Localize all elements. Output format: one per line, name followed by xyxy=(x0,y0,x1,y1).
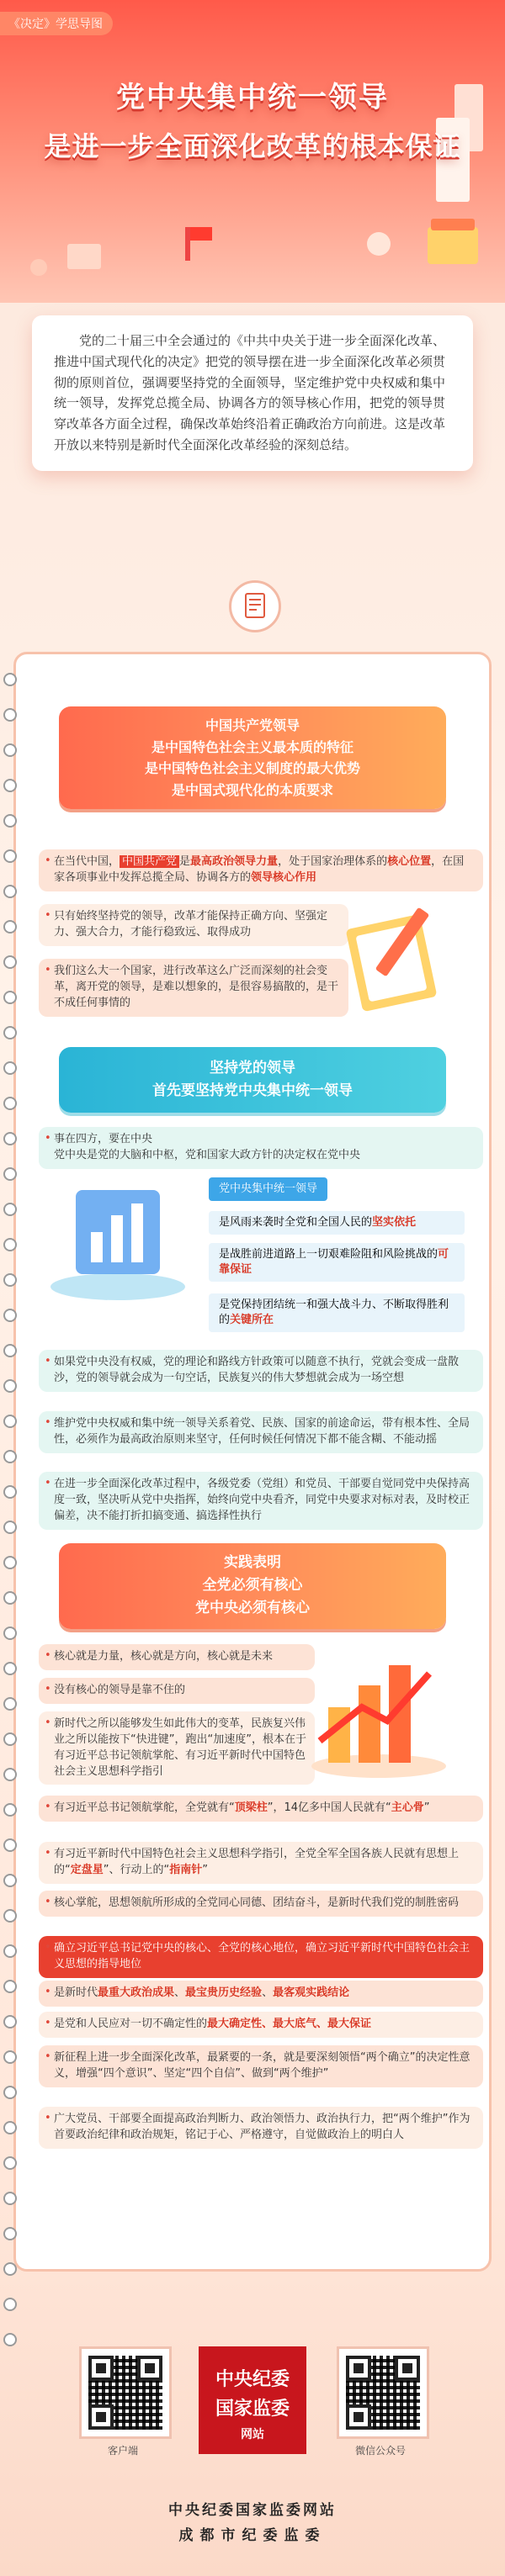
footer-source-line2: 成都市纪委监委 xyxy=(178,2527,327,2544)
section1-heading-line: 是中国特色社会主义最本质的特征 xyxy=(151,738,354,755)
page-title-line1: 党中央集中统一领导 xyxy=(116,81,389,114)
section3-item xyxy=(39,1981,483,2007)
section1-item: • 我们这么大一个国家，进行改革这么广泛而深刻的社会变革，离开党的领导，是难以想象的，是很容易搞散的，是干不成任何事情的 xyxy=(39,959,348,1017)
text-span: 是风雨来袭时全党和全国人民的 xyxy=(219,1216,373,1229)
chart-3d-illustration xyxy=(42,1173,194,1308)
emphasis-text: 领导核心作用 xyxy=(251,870,317,884)
text-span: ，在国家各项事业中发挥总揽全局、协调各方的 xyxy=(54,855,465,884)
bar-chart-illustration xyxy=(303,1648,454,1783)
section2-item: • 如果党中央没有权威，党的理论和路线方针政策可以随意不执行，党就会变成一盘散沙，党的领导就会成为一句空话，民族复兴的伟大梦想就会成为一场空想 xyxy=(39,1350,483,1392)
section3-item: • 新征程上进一步全面深化改革，最紧要的一条，就是要深刻领悟“两个确立”的决定性意义，增强“四个意识”、坚定“四个自信”、做到“两个维护” xyxy=(39,2045,483,2087)
header-badge: 《决定》学思导图 xyxy=(0,12,113,35)
section3-item: • 没有核心的领导是靠不住的 xyxy=(39,1678,315,1704)
emphasis-text: 主心骨 xyxy=(391,1801,424,1814)
highlight-party: 中国共产党 xyxy=(120,855,179,868)
emphasis-text: 可靠保证 xyxy=(219,1248,449,1277)
text-span: ” xyxy=(423,1801,430,1814)
pencil-paper-illustration xyxy=(337,904,454,1013)
central-leadership-label: 党中央集中统一领导 xyxy=(209,1177,327,1201)
logo-text-line: 中央纪委 xyxy=(215,2368,290,2390)
text-span: 是战胜前进道路上一切艰难险阻和风险挑战的 xyxy=(219,1248,439,1261)
section3-heading-line: 全党必须有核心 xyxy=(202,1577,303,1595)
qr-wechat-label: 微信公众号 xyxy=(354,2445,406,2457)
section3-item xyxy=(39,2012,483,2038)
text-span: ”，14亿多中国人民就有“ xyxy=(267,1801,391,1814)
section3-item xyxy=(39,1842,483,1884)
binder-rings xyxy=(3,673,20,2254)
section3-item: • 广大党员、干部要全面提高政治判断力、政治领悟力、政治执行力，把“两个维护”作为首要政治纪律和政治规矩，铭记于心、严格遵守，自觉做政治上的明白人 xyxy=(39,2107,483,2149)
section3-item: • 确立习近平总书记党中央的核心、全党的核心地位，确立习近平新时代中国特色社会主义思想的指导地位 xyxy=(39,1936,483,1978)
qr-code-client[interactable] xyxy=(79,2346,172,2439)
section1-item: • 只有始终坚持党的领导，改革才能保持正确方向、坚强定力、强大合力，才能行稳致远、取得成功 xyxy=(39,904,348,946)
section3-item xyxy=(39,1796,483,1822)
emphasis-text: 最客观实践结论 xyxy=(273,1986,350,1999)
document-icon xyxy=(229,580,281,632)
page-title-line2: 是进一步全面深化改革的根本保证 xyxy=(44,130,461,162)
emphasis-text: 定盘星 xyxy=(70,1863,104,1876)
intro-paragraph: 党的二十届三中全会通过的《中共中央关于进一步全面深化改革、推进中国式现代化的决定》把党的领导摆在进一步全面深化改革必须贯彻的原则首位，强调要坚持党的全面领导，坚定维护党中央权威和集中统一领导，发挥党总揽全局、协调各方的领导核心作用，把党的领导贯穿改革各方面全过程，确保改革始终沿着正确政治方向前进。这是改革开放以来特别是新时代全面深化改革经验的深刻总结。 xyxy=(32,315,473,471)
section1-heading-line: 是中国式现代化的本质要求 xyxy=(171,781,333,798)
section3-item: • 新时代之所以能够发生如此伟大的变革，民族复兴伟业之所以能按下“快进键”，跑出“加速度”，根本在于有习近平总书记领航掌舵、有习近平新时代中国特色社会主义思想科学指引 xyxy=(39,1711,315,1785)
text-span: ，处于国家治理体系的 xyxy=(278,855,388,868)
qr-code-wechat[interactable] xyxy=(337,2346,429,2439)
text-span: ” xyxy=(202,1863,209,1876)
text-span: 、 xyxy=(174,1986,186,1999)
section3-heading-line: 实践表明 xyxy=(224,1554,281,1571)
text-span: 是新时代 xyxy=(54,1986,98,1999)
section2-heading xyxy=(59,1047,446,1113)
footer-source-line1: 中央纪委国家监委网站 xyxy=(168,2502,337,2519)
section2-heading-line: 首先要坚持党中央集中统一领导 xyxy=(152,1082,353,1100)
section2-item-line: 党中央是党的大脑和中枢，党和国家大政方针的决定权在党中央 xyxy=(54,1148,361,1161)
section3-heading-line: 党中央必须有核心 xyxy=(195,1600,310,1617)
emphasis-text: 关键所在 xyxy=(230,1314,274,1327)
emphasis-text: 最大确定性、最大底气、最大保证 xyxy=(207,2018,372,2030)
section1-item xyxy=(39,849,483,891)
section3-item: • 核心掌舵，思想领航所形成的全党同心同德、团结奋斗，是新时代我们党的制胜密码 xyxy=(39,1891,483,1917)
section2-item xyxy=(39,1127,483,1169)
emphasis-text: 最重大政治成果 xyxy=(98,1986,175,1999)
section1-heading-line: 是中国特色社会主义制度的最大优势 xyxy=(144,760,360,777)
text-span: 是党保持团结统一和强大战斗力、不断取得胜利的 xyxy=(219,1299,449,1327)
qr-client-label: 客户端 xyxy=(107,2445,138,2457)
text-span: 在当代中国， xyxy=(54,855,120,868)
text-span: 是党和人民应对一切不确定性的 xyxy=(54,2018,208,2030)
central-leadership-point xyxy=(209,1211,465,1235)
emphasis-text: 指南针 xyxy=(169,1863,203,1876)
cdic-logo xyxy=(199,2346,306,2454)
text-span: 、 xyxy=(262,1986,274,1999)
emphasis-text: 最宝贵历史经验 xyxy=(185,1986,263,1999)
section1-heading-line: 中国共产党领导 xyxy=(205,717,300,733)
section3-heading xyxy=(59,1543,446,1629)
section2-item: • 在进一步全面深化改革过程中，各级党委（党组）和党员、干部要自觉同党中央保持高度一致，坚决听从党中央指挥，始终向党中央看齐，同党中央要求对标对表，及时校正偏差，决不能打折扣搞变通、搞选择性执行 xyxy=(39,1472,483,1530)
emphasis-text: 最高政治领导力量 xyxy=(190,855,279,868)
section2-item: • 维护党中央权威和集中统一领导关系着党、民族、国家的前途命运，带有根本性、全局性，必须作为最高政治原则来坚守，任何时候任何情况下都不能含糊、不能动摇 xyxy=(39,1411,483,1453)
section2-item-line: • 事在四方，要在中央 xyxy=(54,1133,153,1145)
section2-heading-line: 坚持党的领导 xyxy=(210,1060,295,1076)
central-leadership-point xyxy=(209,1243,465,1282)
central-leadership-point xyxy=(209,1293,465,1332)
text-span: 有习近平新时代中国特色社会主义思想科学指引，全党全军全国各族人民就有思想上的“ xyxy=(54,1848,460,1876)
emphasis-text: 顶梁柱 xyxy=(234,1801,268,1814)
section1-heading xyxy=(59,706,446,809)
emphasis-text: 坚实依托 xyxy=(372,1216,417,1229)
header-banner xyxy=(0,0,505,303)
text-span: 是 xyxy=(179,855,191,868)
text-span: 有习近平总书记领航掌舵，全党就有“ xyxy=(54,1801,235,1814)
section3-item: • 核心就是力量，核心就是方向，核心就是未来 xyxy=(39,1644,315,1670)
text-span: ”、行动上的“ xyxy=(103,1863,170,1876)
emphasis-text: 核心位置 xyxy=(387,855,432,868)
logo-text-line: 网站 xyxy=(241,2428,264,2441)
logo-text-line: 国家监委 xyxy=(215,2398,290,2420)
